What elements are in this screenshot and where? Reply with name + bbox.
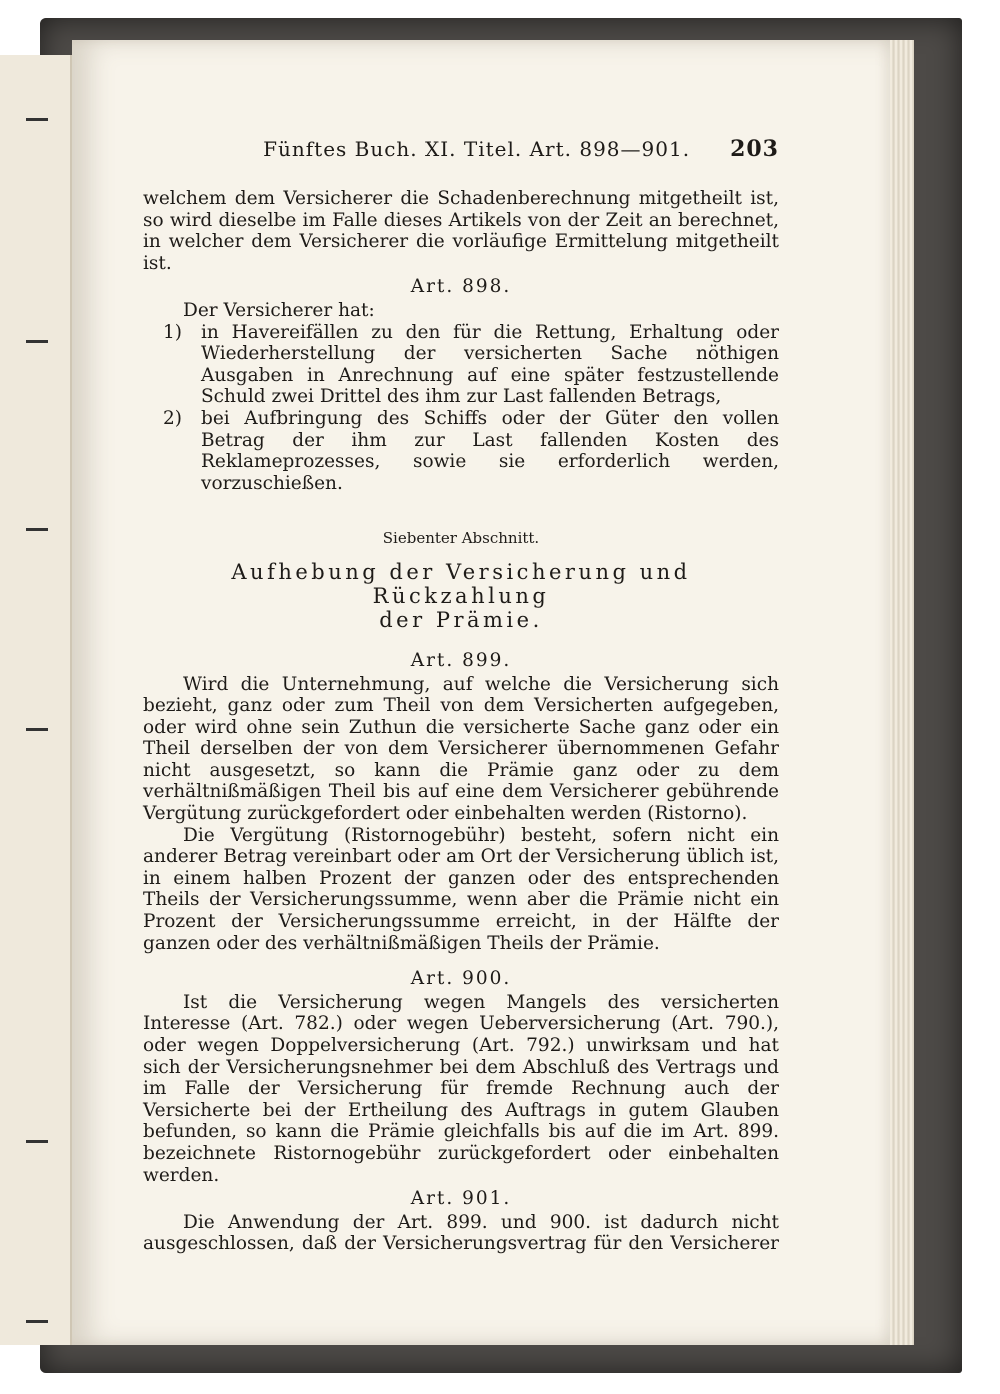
section-title-line-2: der Prämie.	[379, 607, 543, 632]
article-898-list	[143, 322, 779, 495]
article-901-paragraph: Die Anwendung der Art. 899. und 900. ist dadurch nicht ausgeschlossen, daß der Versicherungsvertrag für den Versicherer	[143, 1211, 779, 1255]
article-899-paragraph-2: Die Vergütung (Ristornogebühr) besteht, sofern nicht ein anderer Betrag vereinbart oder am Ort der Versicherung üblich ist, in einem halben Prozent der ganzen oder des entsprechenden Theils der Versicherungssumme, wenn aber die Prämie nicht ein Prozent der Versicherungssumme erreicht, in der Hälfte der ganzen oder des verhältnißmäßigen Theils der Prämie.	[143, 824, 779, 954]
continuation-paragraph: welchem dem Versicherer die Schadenberechnung mitgetheilt ist, so wird dieselbe im Falle dieses Artikels von der Zeit an berechnet, in welcher dem Versicherer die vorläufige Ermittelung mitgetheilt ist.	[143, 188, 779, 274]
list-item-number: 1)	[163, 321, 182, 343]
section-title-line-1: Aufhebung der Versicherung und Rückzahlung	[231, 559, 691, 608]
margin-mark	[26, 118, 48, 121]
margin-mark	[26, 340, 48, 343]
margin-mark	[26, 528, 48, 531]
article-901-heading: Art. 901.	[410, 1188, 512, 1210]
page-number: 203	[730, 136, 779, 162]
article-898-heading: Art. 898.	[410, 276, 512, 298]
list-item-number: 2)	[163, 407, 182, 429]
list-item-text: in Havereifällen zu den für die Rettung, Erhaltung oder Wiederherstellung der versicherten Sache nöthigen Ausgaben in Anrechnung auf eine später festzustellende Schuld zwei Drittel des ihm zur Last fallenden Betrags,	[201, 321, 779, 408]
margin-mark	[26, 1140, 48, 1143]
page-text	[143, 128, 779, 1255]
list-item	[143, 322, 779, 408]
article-900-heading: Art. 900.	[410, 968, 512, 990]
running-head	[143, 128, 779, 170]
running-head-title: Fünftes Buch. XI. Titel. Art. 898—901.	[263, 137, 691, 161]
margin-mark	[26, 1320, 48, 1323]
article-899-heading: Art. 899.	[410, 649, 512, 671]
article-898-intro: Der Versicherer hat:	[183, 299, 375, 321]
article-900-paragraph: Ist die Versicherung wegen Mangels des versicherten Interesse (Art. 782.) oder wegen Ueberversicherung (Art. 790.), oder wegen Doppelversicherung (Art. 792.) unwirksam und hat sich der Versicherungsnehmer bei dem Abschluß des Vertrags und im Falle der Versicherung für fremde Rechnung auch der Versicherte bei der Ertheilung des Auftrags in gutem Glauben befunden, so kann die Prämie gleichfalls bis auf die im Art. 899. bezeichnete Ristornogebühr zurückgefordert oder einbehalten werden.	[143, 991, 779, 1186]
section-title	[143, 560, 779, 632]
list-item	[143, 408, 779, 494]
list-item-text: bei Aufbringung des Schiffs oder der Güter den vollen Betrag der ihm zur Last fallenden Kosten des Reklameprozesses, sowie sie erforderlich werden, vorzuschießen.	[201, 407, 779, 494]
margin-mark	[26, 728, 48, 731]
section-label: Siebenter Abschnitt.	[382, 529, 540, 548]
article-899-paragraph-1: Wird die Unternehmung, auf welche die Versicherung sich bezieht, ganz oder zum Theil von dem Versicherten aufgegeben, oder wird ohne sein Zuthun die versicherte Sache ganz oder ein Theil derselben der von dem Versicherer übernommenen Gefahr nicht ausgesetzt, so kann die Prämie ganz oder zu dem verhältnißmäßigen Theil bis auf eine dem Versicherer gebührende Vergütung zurückgefordert oder einbehalten werden (Ristorno).	[143, 673, 779, 825]
left-page-edge	[0, 55, 72, 1345]
